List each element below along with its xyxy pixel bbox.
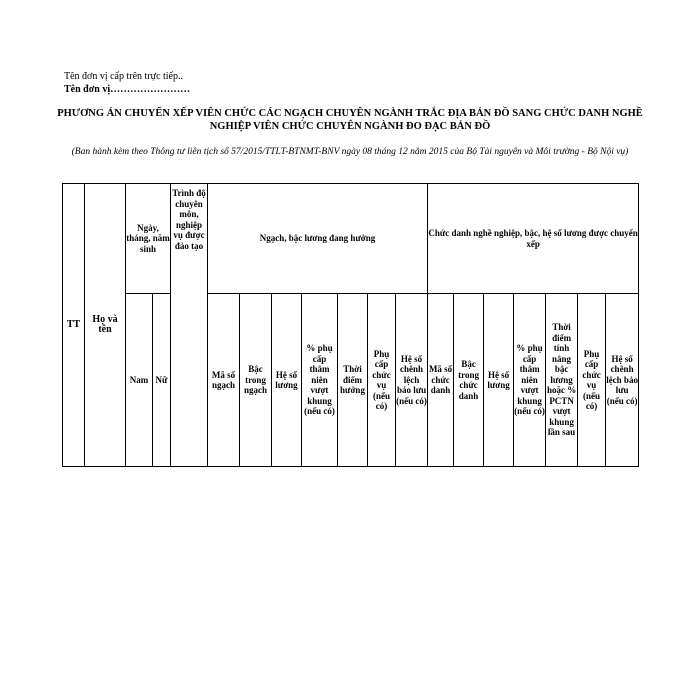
unit-name-line: Tên đơn vị……………………	[64, 84, 191, 95]
header-date-of-birth: Ngày, tháng, năm sinh	[126, 184, 171, 294]
header-current-allowance: Phụ cấp chức vụ (nếu có)	[368, 294, 396, 467]
header-new-coef: Hệ số lương	[484, 294, 514, 467]
header-current-coef: Hệ số lương	[272, 294, 302, 467]
header-current-diff: Hệ số chênh lệch bảo lưu (nếu có)	[396, 294, 428, 467]
header-new-seniority: % phụ cấp thâm niên vượt khung (nếu có)	[514, 294, 546, 467]
parent-agency-line: Tên đơn vị cấp trên trực tiếp..	[64, 71, 183, 82]
header-new-diff: Hệ số chênh lệch bảo lưu (nếu có)	[606, 294, 639, 467]
header-new-allowance: Phụ cấp chức vụ (nếu có)	[578, 294, 606, 467]
document-title: PHƯƠNG ÁN CHUYỂN XẾP VIÊN CHỨC CÁC NGẠCH CHUYÊN NGÀNH TRẮC ĐỊA BẢN ĐỒ SANG CHỨC DANH NGHỀ NGHIỆP VIÊN CHỨC CHUYÊN NGÀNH ĐO ĐẠC BẢN ĐỒ	[57, 108, 643, 132]
header-current-rank-group: Ngạch, bậc lương đang hưởng	[208, 184, 428, 294]
header-current-grade: Bậc trong ngạch	[240, 294, 272, 467]
header-dob-female: Nữ	[153, 294, 171, 467]
header-tt: TT	[63, 184, 85, 467]
header-new-grade: Bậc trong chức danh	[454, 294, 484, 467]
header-current-time: Thời điểm hưởng	[338, 294, 368, 467]
header-current-code: Mã số ngạch	[208, 294, 240, 467]
header-new-code: Mã số chức danh	[428, 294, 454, 467]
header-dob-male: Nam	[126, 294, 153, 467]
placement-table	[62, 183, 639, 467]
header-new-time: Thời điểm tính nâng bậc lương hoặc % PCTN vượt khung lần sau	[546, 294, 578, 467]
header-education: Trình độ chuyên môn, nghiệp vụ được đào tạo	[171, 184, 208, 467]
header-current-seniority: % phụ cấp thâm niên vượt khung (nếu có)	[302, 294, 338, 467]
header-new-title-group: Chức danh nghề nghiệp, bậc, hệ số lương được chuyển xếp	[428, 184, 639, 294]
header-full-name: Họ và tên	[85, 184, 126, 467]
document-subtitle: (Ban hành kèm theo Thông tư liên tịch số 57/2015/TTLT-BTNMT-BNV ngày 08 tháng 12 năm 2015 của Bộ Tài nguyên và Môi trường - Bộ Nội vụ)	[71, 147, 629, 157]
